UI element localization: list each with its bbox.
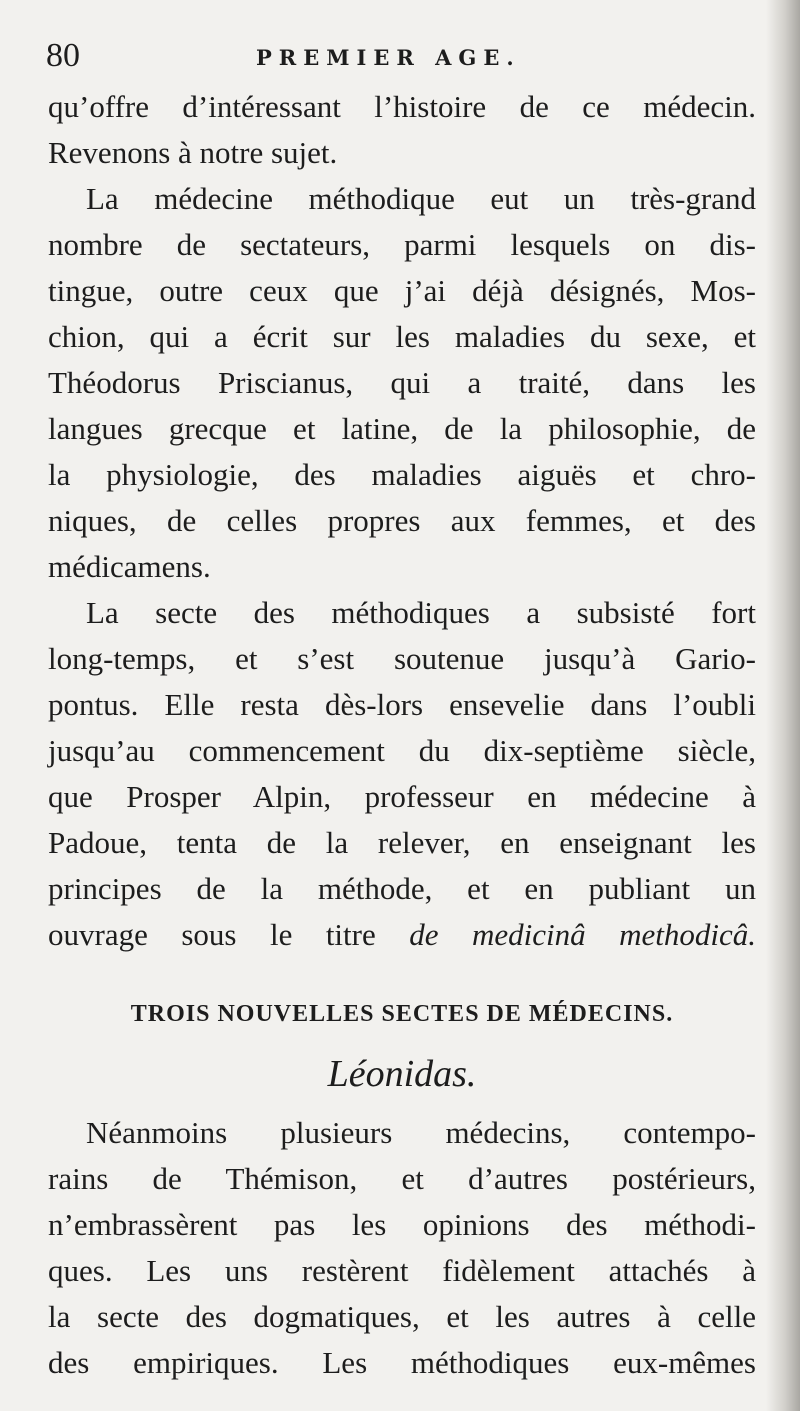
text-line: Revenons à notre sujet. bbox=[48, 135, 338, 170]
text-line: nombre de sectateurs, parmi lesquels on dis- bbox=[48, 227, 756, 262]
paragraph-2 bbox=[48, 176, 756, 590]
text-line: Padoue, tenta de la relever, en enseignant les bbox=[48, 825, 756, 860]
text-span: ouvrage sous le titre bbox=[48, 917, 410, 952]
text-line: La secte des méthodiques a subsisté fort bbox=[86, 595, 756, 630]
text-line: niques, de celles propres aux femmes, et des bbox=[48, 503, 756, 538]
page-header bbox=[46, 34, 756, 78]
text-line: tingue, outre ceux que j’ai déjà désignés, Mos- bbox=[48, 273, 756, 308]
paragraph-3 bbox=[48, 590, 756, 958]
section-heading: TROIS NOUVELLES SECTES DE MÉDECINS. bbox=[130, 1001, 674, 1027]
text-line: des empiriques. Les méthodiques eux-mêmes bbox=[48, 1345, 756, 1380]
text-line: chion, qui a écrit sur les maladies du sexe, et bbox=[48, 319, 756, 354]
text-line: langues grecque et latine, de la philosophie, de bbox=[48, 411, 756, 446]
text-line: Théodorus Priscianus, qui a traité, dans les bbox=[48, 365, 756, 400]
text-line: jusqu’au commencement du dix-septième siècle, bbox=[48, 733, 756, 768]
paragraph-4 bbox=[48, 1110, 756, 1386]
text-line: la secte des dogmatiques, et les autres à celle bbox=[48, 1299, 756, 1334]
text-line: n’embrassèrent pas les opinions des méthodi- bbox=[48, 1207, 756, 1242]
text-line bbox=[48, 912, 756, 958]
text-line: la physiologie, des maladies aiguës et chro- bbox=[48, 457, 756, 492]
running-head: PREMIER AGE. bbox=[256, 45, 521, 70]
text-line: La médecine méthodique eut un très-grand bbox=[86, 181, 756, 216]
text-line: que Prosper Alpin, professeur en médecine à bbox=[48, 779, 756, 814]
body-text bbox=[48, 84, 756, 1386]
text-line: qu’offre d’intéressant l’histoire de ce médecin. bbox=[48, 89, 756, 124]
text-line: long-temps, et s’est soutenue jusqu’à Gario- bbox=[48, 641, 756, 676]
subheading: Léonidas. bbox=[327, 1053, 477, 1095]
text-line: ques. Les uns restèrent fidèlement attachés à bbox=[48, 1253, 756, 1288]
text-line: Néanmoins plusieurs médecins, contempo- bbox=[86, 1115, 756, 1150]
paragraph-1 bbox=[48, 84, 756, 176]
text-line: rains de Thémison, et d’autres postérieurs, bbox=[48, 1161, 756, 1196]
text-line: pontus. Elle resta dès-lors ensevelie dans l’oubli bbox=[48, 687, 756, 722]
page-number: 80 bbox=[46, 37, 80, 74]
text-line: médicamens. bbox=[48, 549, 211, 584]
page-gutter-shadow bbox=[766, 0, 800, 1411]
book-title-italic: de medicinâ methodicâ. bbox=[409, 917, 756, 952]
text-line: principes de la méthode, et en publiant un bbox=[48, 871, 756, 906]
